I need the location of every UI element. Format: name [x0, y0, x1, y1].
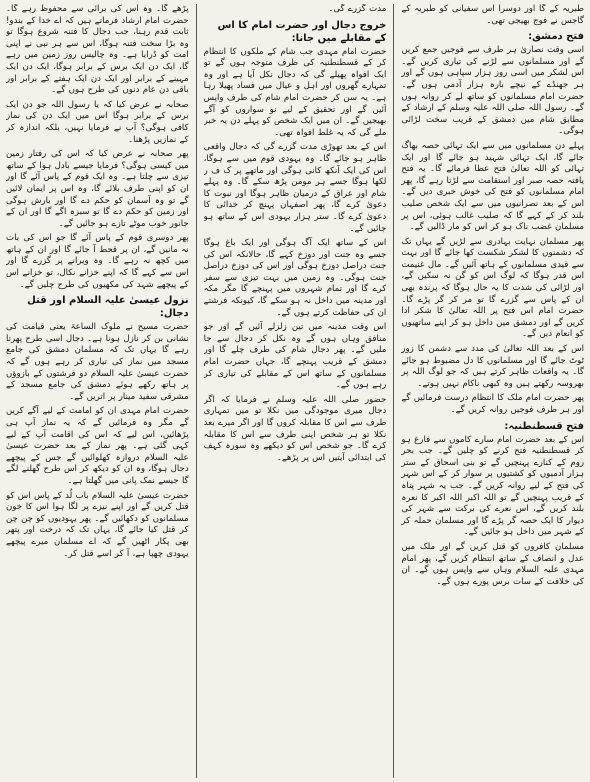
column-divider: [196, 4, 197, 778]
section-heading: نزول عیسیٰ علیہ السلام اور قتل دجال:: [27, 295, 189, 320]
column-divider: [393, 4, 394, 778]
section-heading: فتح قسطنطنیہ:: [504, 420, 584, 432]
text-paragraph: پھر صحابہ نے عرض کیا کہ اس کی رفتار زمین میں کیسی ہوگی؟ فرمایا جیسے بادل ہوا کے ساتھ تیزی سے چلتا ہے۔ وہ ایک قوم کے پاس آئے گا اور ان کو اپنی طرف بلائے گا، وہ اس پر ایمان لائیں گے تو وہ آسمان کو حکم دے گا اور بارش ہوگی اور زمین کو حکم دے گا تو سبزہ اگے گا اور ان کے جانور خوب موٹے تازے ہو جائیں گے۔: [5, 149, 189, 229]
section-heading: خروج دجال اور حضرت امام کا اس کے مقابلے میں جانا:: [217, 19, 387, 44]
text-paragraph: اس کے بعد اللہ تعالیٰ کی مدد سے دشمن کا زور ٹوٹ جائے گا اور مسلمانوں کا دل مضبوط ہو جائے گا۔ یہ واقعات ظاہر کرتے ہیں کہ جو لوگ اللہ پر بھروسہ رکھتے ہیں وہ کبھی ناکام نہیں ہوتے۔: [401, 344, 584, 389]
text-paragraph: مسلمان کافروں کو قتل کریں گے اور ملک میں عدل و انصاف کے ساتھ انتظام کریں گے، پھر امام مہدی علیہ السلام وہاں سے واپس ہوں گے۔ ان کی خلافت کے سات برس پورے ہوں گے۔: [401, 541, 584, 587]
text-paragraph: مدت گزرے گی۔: [328, 4, 387, 14]
text-paragraph: حضرت مسیح نے ملوک الساعۃ یعنی قیامت کی نشانی بن کر نازل ہونا ہے۔ دجال اسی طرح پھرتا رہے گا یہاں تک کہ مسلمان دمشق کی جامع مسجد میں نماز کی تیاری کر رہے ہوں گے کہ حضرت عیسیٰ علیہ السلام دو فرشتوں کے بازوؤں پر ہاتھ رکھے ہوئے دمشق کی جامع مسجد کے مشرقی سفید مینار پر اتریں گے۔: [5, 322, 189, 402]
text-paragraph: صحابہ نے عرض کیا کہ یا رسول اللہ جو دن ایک برس کے برابر ہوگا اس میں ایک دن کی نماز کافی ہوگی؟ آپ نے فرمایا نہیں، بلکہ اندازہ کر کے نمازیں پڑھنا۔: [5, 99, 189, 145]
text-paragraph: پھر مسلمان نہایت بہادری سے لڑیں گے یہاں تک کہ دشمنوں کا لشکر شکست کھا جائے گا اور بہت سے قیدی مسلمانوں کے ہاتھ آئیں گے۔ مال غنیمت اس قدر ہوگا کہ لوگ اس کو گن نہ سکیں گے، اور لڑائی کی شدت کا یہ حال ہوگا کہ پرندہ بھی ان کے پاس سے گزرے گا تو مر کر گر پڑے گا۔ حضرت امام اس فتح پر اللہ تعالیٰ کا شکر ادا کریں گے اور دمشق میں داخل ہو کر اپنے ساتھیوں کو انعام دیں گے۔: [401, 236, 584, 340]
text-paragraph: حضور صلی اللہ علیہ وسلم نے فرمایا کہ اگر دجال میری موجودگی میں نکلا تو میں تمہاری طرف سے اس کا مقابلہ کروں گا اور اگر میرے بعد نکلا تو ہر شخص اپنی طرف سے اس کا مقابلہ کرے گا۔ جو شخص اس کو دیکھے وہ سورہ کہف کی ابتدائی آیتیں اس پر پڑھے۔: [203, 394, 387, 463]
section-heading: فتح دمشق:: [528, 31, 584, 43]
column-right: [401, 4, 584, 778]
text-paragraph: اس وقت مدینہ میں تین زلزلے آئیں گے اور جو منافق وہاں ہوں گے وہ نکل کر دجال سے جا ملیں گے۔ پھر دجال شام کی طرف چلے گا اور دمشق کے قریب پہنچے گا، جہاں حضرت امام مسلمانوں کے ساتھ اس کے مقابلے کی تیاری کر رہے ہوں گے۔: [203, 322, 387, 391]
column-middle: [204, 4, 387, 778]
column-left: [6, 4, 189, 778]
text-paragraph: اسی وقت نصاریٰ ہر طرف سے فوجیں جمع کریں گے اور مسلمانوں سے لڑنے کی تیاری کریں گے۔ اس لشکر میں اسی روز ہزار سپاہی ہوں گے اور ہر جھنڈے کے نیچے بارہ ہزار آدمی ہوں گے۔ حضرت امام مسلمانوں کو ساتھ لے کر روانہ ہوں گے۔ رسول اللہ صلی اللہ علیہ وسلم کے ارشاد کے مطابق شام میں دمشق کے قریب سخت لڑائی ہوگی۔: [401, 45, 584, 137]
text-paragraph: اس کے بعد حضرت امام سارے کاموں سے فارغ ہو کر قسطنطنیہ فتح کرنے کو چلیں گے۔ جب بحر روم کے کنارے پہنچیں گے تو بنی اسحاق کے ستر ہزار آدمیوں کو کشتیوں پر سوار کر کے اس شہر کی فتح کے لیے روانہ کریں گے۔ جب یہ شہر پناہ کے قریب پہنچیں گے تو اللہ اکبر اللہ اکبر کا نعرہ بلند کریں گے، اس نعرے کی برکت سے شہر کی دیوار کا ایک حصہ گر پڑے گا اور مسلمان حملہ کر کے شہر میں داخل ہو جائیں گے۔: [401, 434, 584, 538]
text-paragraph: حضرت عیسیٰ علیہ السلام باب لُد کے پاس اس کو قتل کریں گے اور اپنے نیزے پر لگا ہوا اس کا خون مسلمانوں کو دکھائیں گے۔ پھر یہودیوں کو چن چن کر قتل کیا جائے گا، یہاں تک کہ درخت اور پتھر بھی پکار اٹھیں گے کہ اے مسلمان میرے پیچھے یہودی چھپا ہے، آ کر اسے قتل کر۔: [5, 490, 189, 559]
text-paragraph: حضرت امام مہدی ان کو امامت کے لیے آگے کریں گے مگر وہ فرمائیں گے کہ یہ نماز آپ ہی پڑھائیں، اس لیے کہ اس کی اقامت آپ کے لیے کہی گئی ہے۔ پھر نماز کے بعد حضرت عیسیٰ علیہ السلام دروازہ کھلوائیں گے جس کے پیچھے دجال ہوگا، وہ ان کو دیکھ کر اس طرح گھلنے لگے گا جیسے نمک پانی میں گھلتا ہے۔: [5, 406, 189, 486]
text-paragraph: پھر دوسری قوم کے پاس آئے گا جو اس کی بات نہ مانیں گے، ان پر قحط آ جائے گا اور ان کے ہاتھ میں کچھ نہ رہے گا۔ وہ ویرانے پر گزرے گا اور اس سے کہے گا کہ اپنے خزانے نکال، تو خزانے اس کے پیچھے شہد کی مکھیوں کی طرح چلیں گے۔: [5, 233, 189, 290]
text-paragraph: طبریہ کے گا اور دوسرا اس سفیانی کو طبریہ کے گاجس نے فوج بھیجی تھی۔: [401, 4, 584, 26]
text-paragraph: اس کے ساتھ ایک آگ ہوگی اور ایک باغ ہوگا جسے وہ جنت اور دوزخ کہے گا، حالانکہ اس کی جنت دراصل دوزخ ہوگی اور اس کی دوزخ دراصل جنت ہوگی۔ وہ زمین میں بہت تیزی سے سفر کرے گا اور تمام شہروں میں پہنچے گا مگر مکہ اور مدینہ میں داخل نہ ہو سکے گا، کیونکہ فرشتے ان کی حفاظت کرتے ہوں گے۔: [203, 238, 387, 318]
text-paragraph: پڑھے گا۔ وہ اس کی برائی سے محفوظ رہے گا۔ حضرت امام ارشاد فرماتے ہیں کہ اے خدا کے بندو! ثابت قدم رہنا، جب دجال کا فتنہ شروع ہوگا تو وہ بڑا سخت فتنہ ہوگا، اس سے ہر نبی نے اپنی امت کو ڈرایا ہے۔ وہ چالیس روز زمین میں رہے گا، ایک دن ایک برس کے برابر ہوگا، ایک دن ایک مہینے کے برابر اور ایک دن ایک ہفتے کے برابر اور باقی دن عام دنوں کی طرح ہوں گے۔: [5, 4, 189, 96]
text-paragraph: حضرت امام مہدی جب شام کے ملکوں کا انتظام کر کے قسطنطنیہ کی طرف متوجہ ہوں گے تو ایک افواہ پھیلے گی کہ دجال نکل آیا ہے اور وہ تمہارے گھروں اور اہل و عیال میں فساد پھیلا رہا ہے۔ یہ سن کر حضرت امام شام کی طرف واپس آئیں گے اور تحقیق کے لیے نو سواروں کو آگے بھیجیں گے۔ ان میں ایک شخص کو پہلے دن یہ خبر ملے گی کہ یہ غلط افواہ تھی۔: [203, 46, 387, 138]
text-paragraph: پہلے دن مسلمانوں میں سے ایک تہائی حصہ بھاگ جائے گا، ایک تہائی شہید ہو جائے گا اور ایک تہائی کو اللہ تعالیٰ فتح عطا فرمائے گا۔ یہ فتح یافتہ حصہ صبر اور استقامت سے لڑتا رہے گا، پھر امام مسلمانوں کو فتح کی خوش خبری دیں گے۔ اس کے بعد نصرانیوں میں سے ایک شخص صلیب بلند کر کے کہے گا کہ صلیب غالب ہوئی، اس پر مسلمان غضب ناک ہو کر اس کو مار ڈالیں گے۔: [401, 140, 584, 233]
text-paragraph: اس کے بعد تھوڑی مدت گزرے گی کہ دجال واقعی ظاہر ہو جائے گا۔ وہ یہودی قوم میں سے ہوگا، اس کی ایک آنکھ کانی ہوگی اور ماتھے پر ک ف ر لکھا ہوگا جسے ہر مومن پڑھ سکے گا۔ وہ پہلے شام اور عراق کے درمیان ظاہر ہوگا اور نبوت کا دعویٰ کرے گا، پھر اصفہان پہنچ کر خدائی کا دعویٰ کرے گا۔ ستر ہزار یہودی اس کے ساتھ ہو جائیں گے۔: [203, 142, 387, 234]
text-paragraph: پھر حضرت امام ملک کا انتظام درست فرمائیں گے اور ہر طرف فوجیں روانہ کریں گے۔: [401, 393, 584, 415]
